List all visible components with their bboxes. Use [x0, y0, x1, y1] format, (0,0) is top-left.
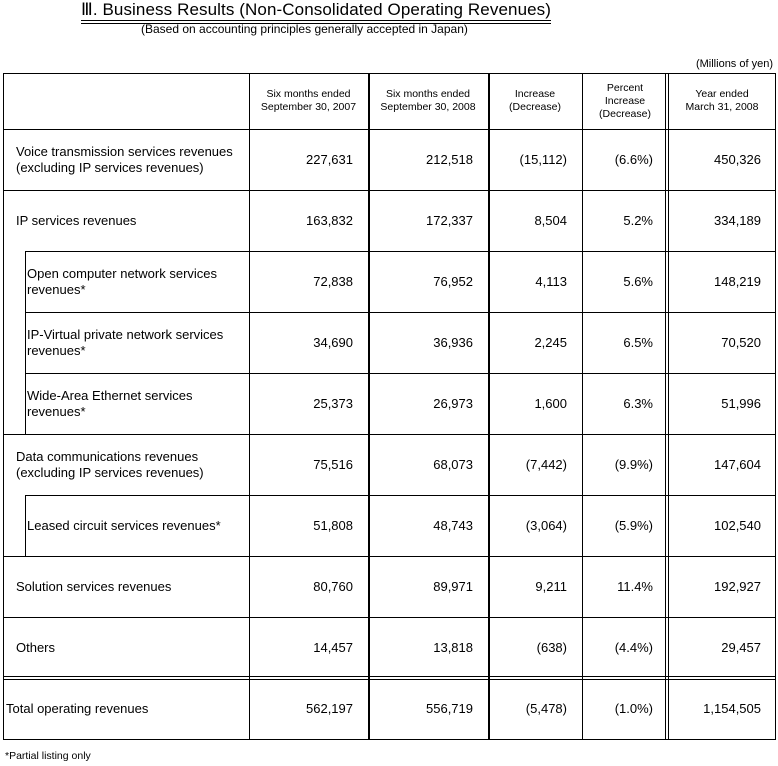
table-cell — [668, 617, 761, 678]
table-cell-text: 102,540 — [714, 518, 761, 533]
table-cell-text: 556,719 — [426, 701, 473, 716]
table-cell — [488, 373, 567, 434]
column-rule — [582, 73, 583, 740]
table-cell — [249, 312, 353, 373]
row-label — [27, 373, 245, 434]
table-cell-text: (4.4%) — [614, 640, 653, 655]
indent-rule — [25, 495, 26, 556]
table-cell-text: 227,631 — [306, 152, 353, 167]
table-cell-text: 25,373 — [313, 396, 353, 411]
table-cell-text: 148,219 — [714, 274, 761, 289]
table-cell-text: (3,064) — [525, 518, 567, 533]
column-header-text: Six months ended September 30, 2008 — [380, 88, 476, 113]
row-rule — [25, 251, 776, 252]
table-cell-text: 51,996 — [721, 396, 761, 411]
table-cell — [668, 251, 761, 312]
footnote: *Partial listing only — [5, 750, 91, 762]
table-cell — [488, 556, 567, 617]
table-cell-text: 2,245 — [534, 335, 567, 350]
row-label-text: Total operating revenues — [6, 700, 149, 716]
row-label-text: Open computer network services revenues* — [27, 265, 218, 297]
highlight-column-right — [488, 73, 490, 740]
table-cell — [582, 129, 653, 190]
units-note: (Millions of yen) — [695, 58, 773, 70]
table-cell — [582, 434, 653, 495]
table-cell — [368, 190, 473, 251]
row-rule — [3, 190, 776, 191]
table-cell — [668, 373, 761, 434]
table-cell-text: 5.6% — [623, 274, 653, 289]
table-cell-text: 163,832 — [306, 213, 353, 228]
table-cell-text: 4,113 — [535, 274, 567, 289]
row-label-text: Leased circuit services revenues* — [27, 517, 221, 533]
table-cell-text: (9.9%) — [614, 457, 653, 472]
table-cell-text: 1,600 — [534, 396, 567, 411]
table-cell — [368, 251, 473, 312]
row-label-text: IP services revenues — [16, 212, 137, 228]
table-cell-text: 89,971 — [433, 579, 473, 594]
column-header-text: Increase (Decrease) — [509, 88, 561, 113]
table-cell-text: 11.4% — [617, 579, 653, 594]
table-cell-text: 6.3% — [623, 396, 653, 411]
row-label-text: Others — [16, 639, 56, 655]
row-rule — [25, 373, 776, 374]
table-cell — [368, 495, 473, 556]
row-label — [16, 617, 245, 678]
table-cell-text: 14,457 — [313, 640, 353, 655]
table-cell-text: 75,516 — [313, 457, 353, 472]
table-cell — [488, 312, 567, 373]
outer-right-rule — [775, 73, 776, 740]
table-cell-text: 26,973 — [433, 396, 473, 411]
table-cell-text: 72,838 — [313, 274, 353, 289]
table-cell-text: (15,112) — [519, 152, 567, 167]
table-cell — [368, 129, 473, 190]
row-label-text: Solution services revenues — [16, 578, 172, 594]
table-cell — [668, 434, 761, 495]
page-subtitle: (Based on accounting principles generally accepted in Japan) — [141, 22, 468, 36]
outer-left-rule — [3, 73, 4, 740]
total-rule — [3, 676, 776, 677]
table-cell-text: (6.6%) — [614, 152, 653, 167]
table-cell-text: (7,442) — [525, 457, 567, 472]
table-cell — [249, 495, 353, 556]
table-cell-text: 34,690 — [313, 335, 353, 350]
table-cell-text: 70,520 — [721, 335, 761, 350]
table-cell — [249, 678, 353, 739]
row-label — [6, 678, 245, 739]
table-cell — [582, 373, 653, 434]
column-header — [582, 73, 668, 129]
table-cell — [582, 190, 653, 251]
column-header — [488, 73, 582, 129]
row-label — [27, 251, 245, 312]
table-cell-text: 76,952 — [433, 274, 473, 289]
table-cell-text: 192,927 — [714, 579, 761, 594]
table-cell — [582, 678, 653, 739]
table-cell — [582, 556, 653, 617]
row-label — [27, 495, 245, 556]
table-cell-text: 1,154,505 — [703, 701, 761, 716]
table-cell — [668, 678, 761, 739]
table-cell-text: 147,604 — [714, 457, 761, 472]
table-cell-text: 36,936 — [433, 335, 473, 350]
row-label — [27, 312, 245, 373]
table-cell — [582, 495, 653, 556]
table-cell — [368, 373, 473, 434]
row-label — [16, 556, 245, 617]
table-cell — [668, 556, 761, 617]
table-cell-text: (5.9%) — [614, 518, 653, 533]
table-cell — [668, 129, 761, 190]
table-cell-text: 212,518 — [426, 152, 473, 167]
table-cell — [368, 617, 473, 678]
table-cell — [488, 495, 567, 556]
table-cell-text: 6.5% — [623, 335, 653, 350]
table-cell — [582, 312, 653, 373]
table-cell — [488, 617, 567, 678]
row-rule — [3, 434, 776, 435]
table-cell-text: 29,457 — [721, 640, 761, 655]
column-header-text: Six months ended September 30, 2007 — [260, 88, 357, 113]
highlight-column-left — [368, 73, 370, 740]
page-title: Ⅲ. Business Results (Non-Consolidated Operating Revenues) — [81, 0, 552, 19]
table-cell — [368, 312, 473, 373]
header-bottom-rule — [3, 129, 776, 130]
table-cell — [488, 251, 567, 312]
table-cell-text: 9,211 — [535, 579, 567, 594]
table-cell-text: (1.0%) — [614, 701, 653, 716]
table-cell — [368, 556, 473, 617]
row-label-text: Data communications revenues (excluding IP services revenues) — [16, 448, 204, 480]
table-cell — [249, 373, 353, 434]
double-column-rule — [668, 73, 669, 740]
table-cell-text: 562,197 — [306, 701, 353, 716]
header-top-rule — [3, 73, 776, 74]
table-cell — [668, 190, 761, 251]
row-label-text: Wide-Area Ethernet services revenues* — [27, 387, 193, 419]
table-cell-text: 450,326 — [714, 152, 761, 167]
table-cell — [582, 251, 653, 312]
column-header — [249, 73, 368, 129]
table-cell-text: 172,337 — [426, 213, 473, 228]
label-column-rule — [249, 73, 250, 740]
row-rule — [25, 495, 776, 496]
table-cell — [249, 129, 353, 190]
table-cell — [368, 434, 473, 495]
table-cell — [488, 129, 567, 190]
column-header — [368, 73, 488, 129]
table-cell — [249, 251, 353, 312]
row-label-text: IP-Virtual private network services revenues* — [27, 326, 224, 358]
table-cell — [249, 556, 353, 617]
table-cell-text: (5,478) — [525, 701, 567, 716]
table-cell-text: 80,760 — [313, 579, 353, 594]
table-cell-text: 68,073 — [433, 457, 473, 472]
table-cell — [368, 678, 473, 739]
total-rule — [3, 679, 776, 680]
table-cell — [582, 617, 653, 678]
row-label — [16, 129, 245, 190]
row-rule — [3, 617, 776, 618]
row-rule — [25, 312, 776, 313]
indent-rule — [25, 251, 26, 434]
table-cell-text: 5.2% — [623, 213, 653, 228]
row-label — [16, 190, 245, 251]
table-cell — [249, 190, 353, 251]
table-cell — [668, 312, 761, 373]
table-cell-text: 51,808 — [313, 518, 353, 533]
row-label-text: Voice transmission services revenues (excluding IP services revenues) — [16, 143, 233, 175]
double-column-rule — [665, 73, 666, 740]
column-header-text: Year ended March 31, 2008 — [685, 88, 759, 113]
row-rule — [3, 556, 776, 557]
table-cell — [488, 434, 567, 495]
table-cell-text: 8,504 — [534, 213, 567, 228]
table-cell-text: (638) — [536, 640, 567, 655]
table-cell — [668, 495, 761, 556]
table-cell-text: 13,818 — [433, 640, 473, 655]
table-cell-text: 334,189 — [714, 213, 761, 228]
column-header-text: Percent Increase (Decrease) — [599, 81, 651, 120]
row-label — [16, 434, 245, 495]
row-rule — [3, 739, 776, 740]
table-cell — [249, 617, 353, 678]
table-cell — [488, 190, 567, 251]
table-cell — [488, 678, 567, 739]
column-header — [668, 73, 776, 129]
table-cell-text: 48,743 — [433, 518, 473, 533]
table-cell — [249, 434, 353, 495]
